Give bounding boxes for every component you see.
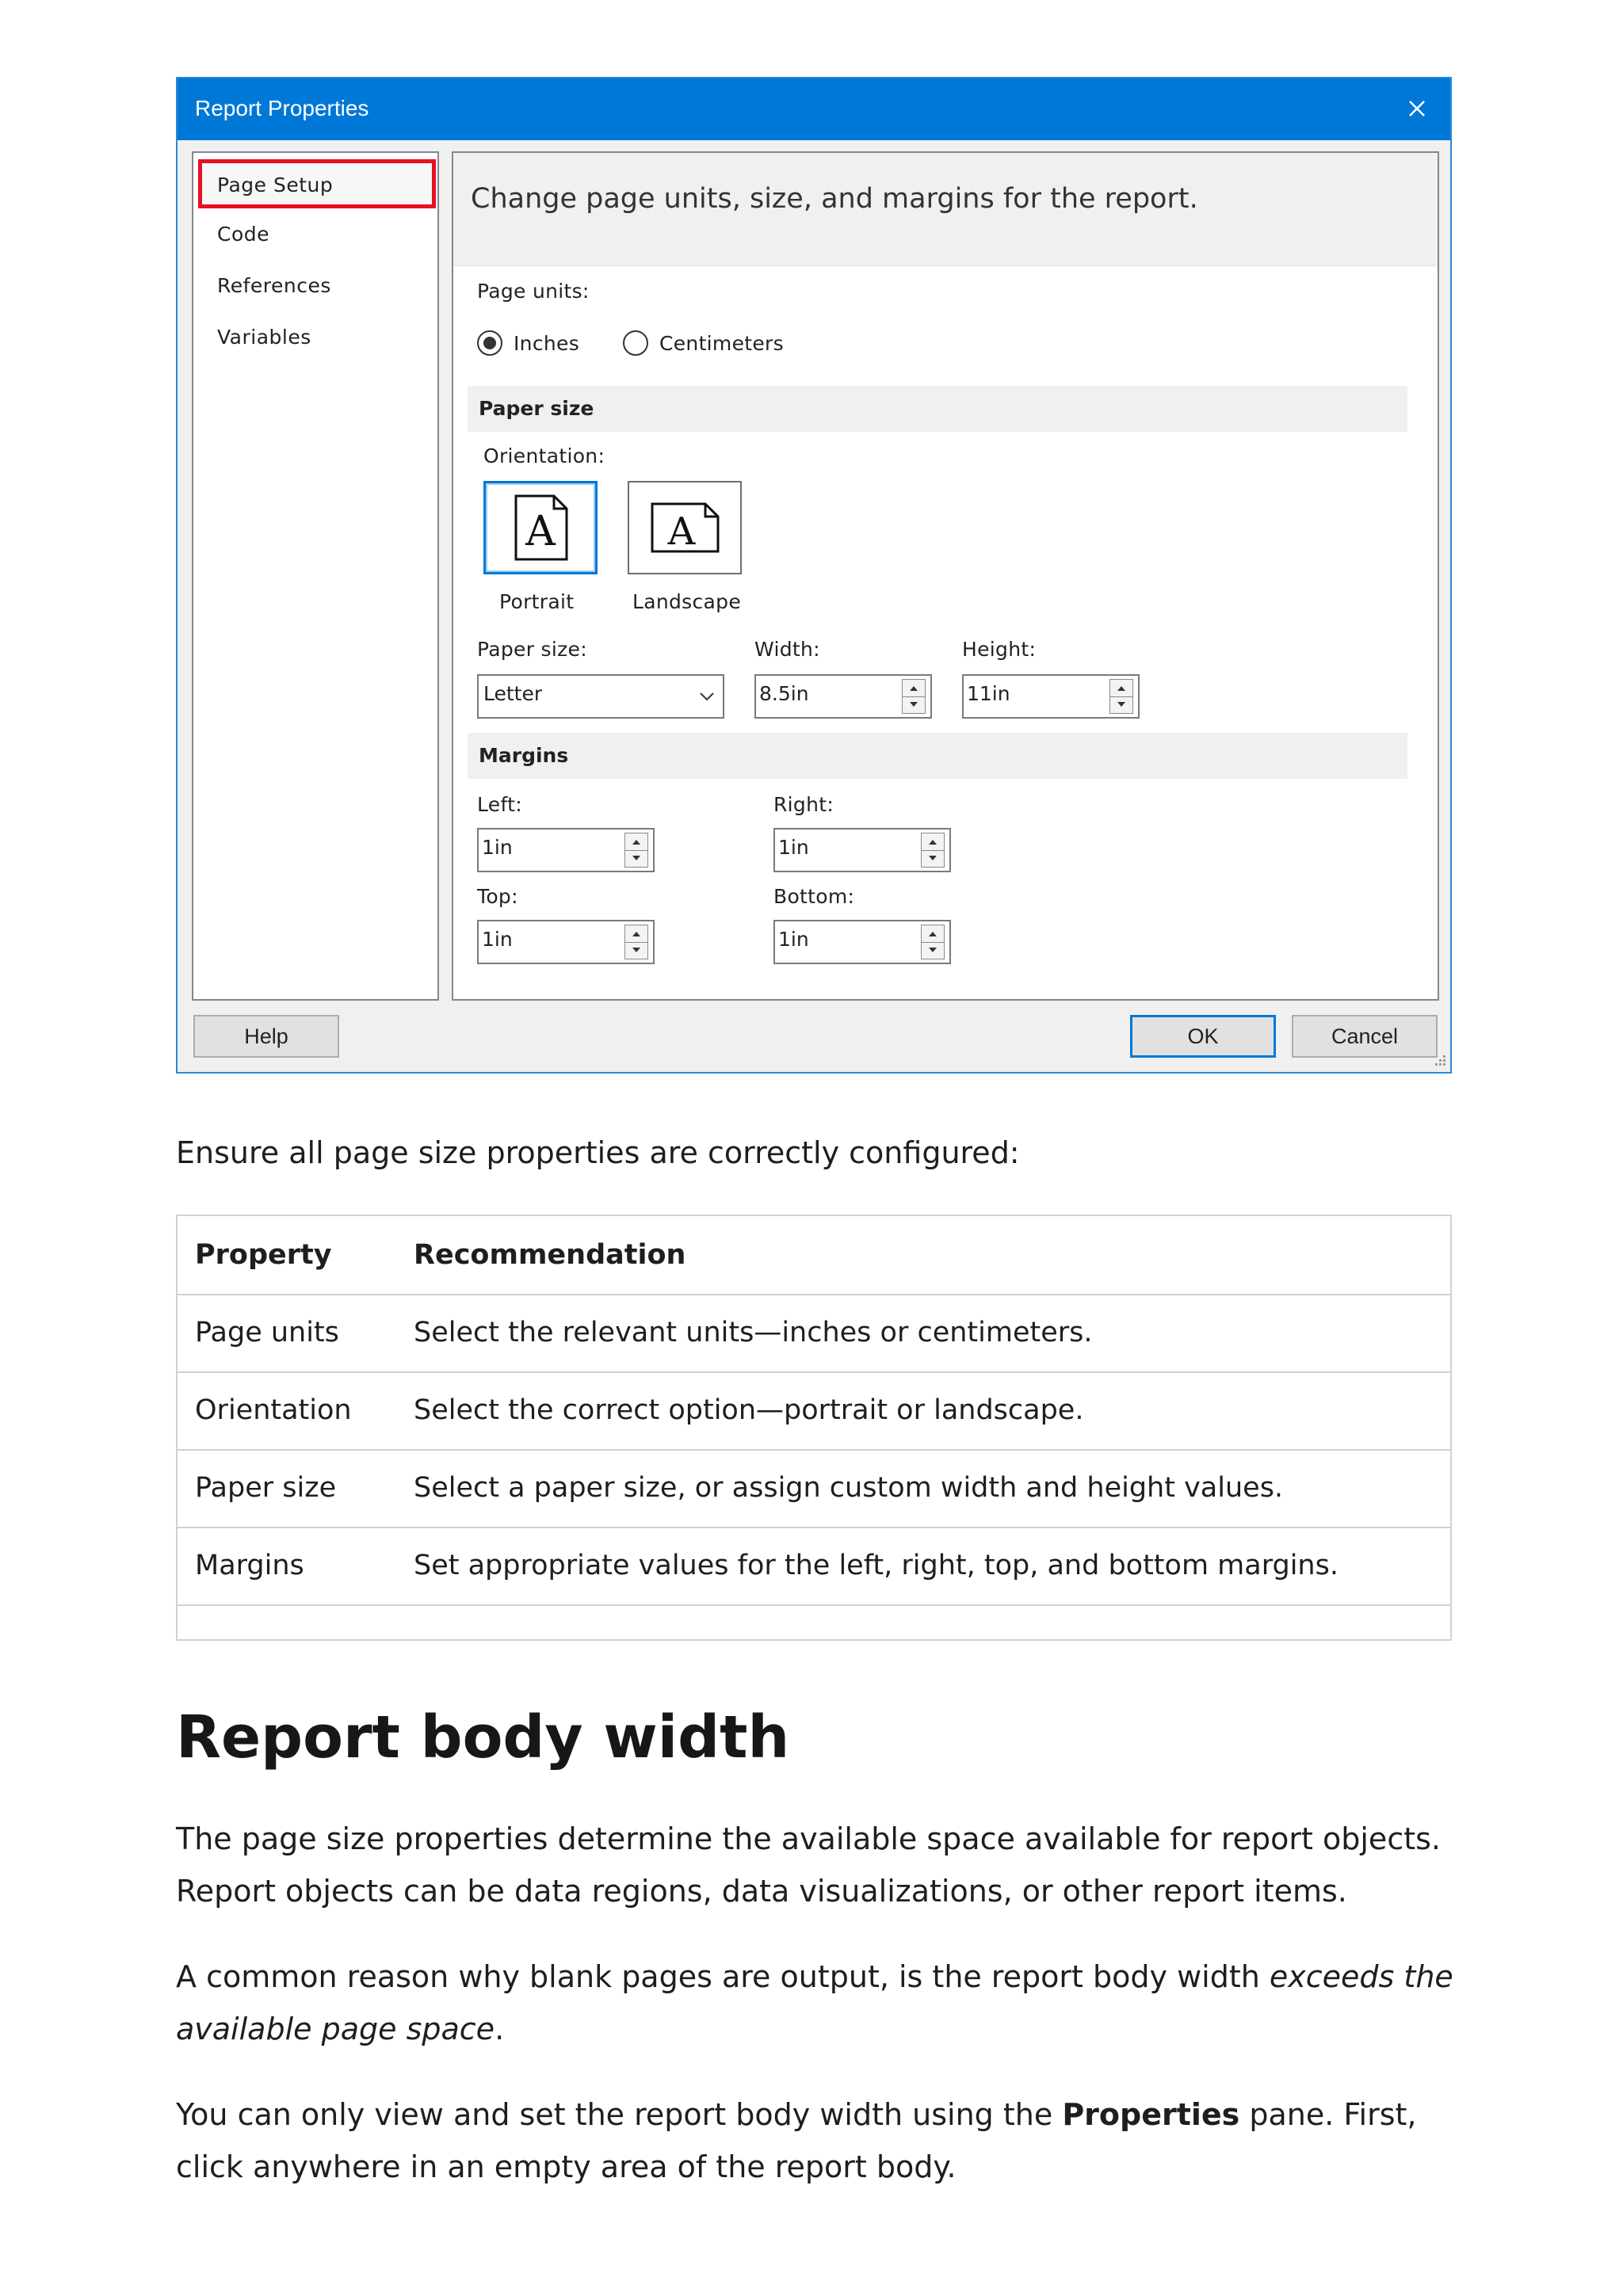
left-margin-label: Left: (477, 793, 522, 816)
right-margin-spin-buttons (921, 833, 945, 868)
spin-up-arrow-icon[interactable] (1110, 680, 1132, 697)
table-cell-recommendation: Select the correct option—portrait or landscape. (414, 1394, 1084, 1426)
orientation-label: Orientation: (483, 444, 605, 467)
ok-button[interactable]: OK (1130, 1015, 1276, 1058)
landscape-page-icon (650, 502, 721, 554)
spin-up-arrow-icon[interactable] (922, 833, 944, 851)
resize-grip-icon[interactable] (1431, 1053, 1447, 1069)
bottom-margin-spinbox[interactable] (773, 920, 951, 964)
right-margin-spinbox[interactable] (773, 828, 951, 872)
height-value[interactable]: 11in (967, 682, 1010, 705)
table-cell-recommendation: Select the relevant units—inches or centimeters. (414, 1317, 1093, 1348)
paper-size-label: Paper size: (477, 638, 587, 661)
bottom-margin-label: Bottom: (773, 885, 855, 908)
top-margin-spin-buttons (624, 925, 648, 959)
inches-label[interactable]: Inches (514, 332, 580, 355)
emphasis-text: exceeds the available page space (176, 1959, 1453, 2046)
width-value[interactable]: 8.5in (759, 682, 809, 705)
dialog-titlebar (178, 78, 1450, 140)
banner-text: Change page units, size, and margins for the report. (471, 183, 1198, 215)
chevron-down-icon (696, 685, 718, 707)
paper-size-section (468, 386, 1407, 432)
nav-item-references[interactable]: References (217, 274, 331, 297)
width-label: Width: (754, 638, 820, 661)
landscape-button[interactable] (628, 481, 742, 574)
spin-down-arrow-icon[interactable] (625, 850, 647, 867)
nav-item-variables[interactable]: Variables (217, 326, 311, 349)
table-header-recommendation: Recommendation (414, 1239, 686, 1271)
paragraph-page-size: The page size properties determine the available space available for report objects. Report objects can be data regions, data visualizations, or other report items. (176, 1821, 1441, 1909)
paragraph-text: pane. First, click anywhere in an empty area of the report body. (176, 2097, 1417, 2184)
paper-size-value: Letter (483, 682, 543, 705)
paragraph-properties-pane (176, 2088, 1476, 2193)
paper-size-dropdown[interactable] (477, 674, 724, 719)
table-cell-recommendation: Set appropriate values for the left, right, top, and bottom margins. (414, 1550, 1338, 1581)
nav-panel (192, 151, 439, 1001)
paragraph-text: . (495, 2012, 505, 2046)
bottom-margin-spin-buttons (921, 925, 945, 959)
height-spin-buttons (1109, 679, 1133, 714)
paragraph-blank-pages (176, 1951, 1476, 2055)
inches-radio[interactable] (477, 330, 502, 356)
properties-table (176, 1215, 1452, 1641)
paper-size-section-title: Paper size (479, 397, 594, 420)
table-row (178, 1371, 1450, 1451)
spin-down-arrow-icon[interactable] (922, 850, 944, 867)
width-spin-buttons (902, 679, 926, 714)
table-row (178, 1527, 1450, 1606)
intro-text: Ensure all page size properties are correctly configured: (176, 1135, 1020, 1170)
help-button[interactable]: Help (193, 1015, 339, 1058)
width-spinbox[interactable] (754, 674, 932, 719)
centimeters-label[interactable]: Centimeters (659, 332, 784, 355)
table-cell-property: Page units (195, 1317, 339, 1348)
top-margin-value[interactable]: 1in (482, 928, 513, 951)
centimeters-radio[interactable] (623, 330, 648, 356)
table-header-property: Property (195, 1239, 332, 1271)
portrait-page-icon (513, 494, 570, 561)
portrait-button[interactable] (483, 481, 598, 574)
left-margin-spin-buttons (624, 833, 648, 868)
nav-item-code[interactable]: Code (217, 223, 270, 246)
margins-section (468, 733, 1407, 779)
spin-up-arrow-icon[interactable] (922, 925, 944, 943)
page-setup-panel (452, 151, 1439, 1001)
height-label: Height: (962, 638, 1037, 661)
spin-up-arrow-icon[interactable] (903, 680, 925, 697)
left-margin-value[interactable]: 1in (482, 836, 513, 859)
table-cell-property: Margins (195, 1550, 304, 1581)
paragraph-text: You can only view and set the report body width using the (176, 2097, 1063, 2132)
table-cell-recommendation: Select a paper size, or assign custom width and height values. (414, 1472, 1284, 1504)
spin-up-arrow-icon[interactable] (625, 925, 647, 943)
spin-down-arrow-icon[interactable] (903, 696, 925, 713)
landscape-label: Landscape (632, 590, 742, 613)
spin-down-arrow-icon[interactable] (625, 942, 647, 959)
right-margin-label: Right: (773, 793, 834, 816)
table-cell-property: Paper size (195, 1472, 337, 1504)
portrait-label: Portrait (499, 590, 575, 613)
right-margin-value[interactable]: 1in (778, 836, 809, 859)
svg-text:A: A (525, 508, 556, 555)
top-margin-spinbox[interactable] (477, 920, 655, 964)
spin-up-arrow-icon[interactable] (625, 833, 647, 851)
table-header-row (178, 1216, 1450, 1295)
cancel-button[interactable]: Cancel (1292, 1015, 1438, 1058)
table-cell-property: Orientation (195, 1394, 352, 1426)
nav-item-page-setup[interactable]: Page Setup (198, 159, 436, 208)
table-row (178, 1294, 1450, 1373)
paragraph-text: A common reason why blank pages are output, is the report body width (176, 1959, 1270, 1994)
dialog-title: Report Properties (195, 96, 369, 120)
close-icon[interactable] (1398, 90, 1436, 128)
section-heading: Report body width (176, 1703, 790, 1772)
top-margin-label: Top: (477, 885, 518, 908)
panel-banner (453, 153, 1438, 266)
svg-text:A: A (667, 509, 696, 554)
margins-section-title: Margins (479, 744, 569, 767)
spin-down-arrow-icon[interactable] (1110, 696, 1132, 713)
bottom-margin-value[interactable]: 1in (778, 928, 809, 951)
table-row (178, 1449, 1450, 1528)
page-units-label: Page units: (477, 280, 590, 303)
report-properties-dialog (176, 77, 1452, 1074)
spin-down-arrow-icon[interactable] (922, 942, 944, 959)
left-margin-spinbox[interactable] (477, 828, 655, 872)
height-spinbox[interactable] (962, 674, 1140, 719)
properties-strong-text: Properties (1062, 2097, 1240, 2132)
